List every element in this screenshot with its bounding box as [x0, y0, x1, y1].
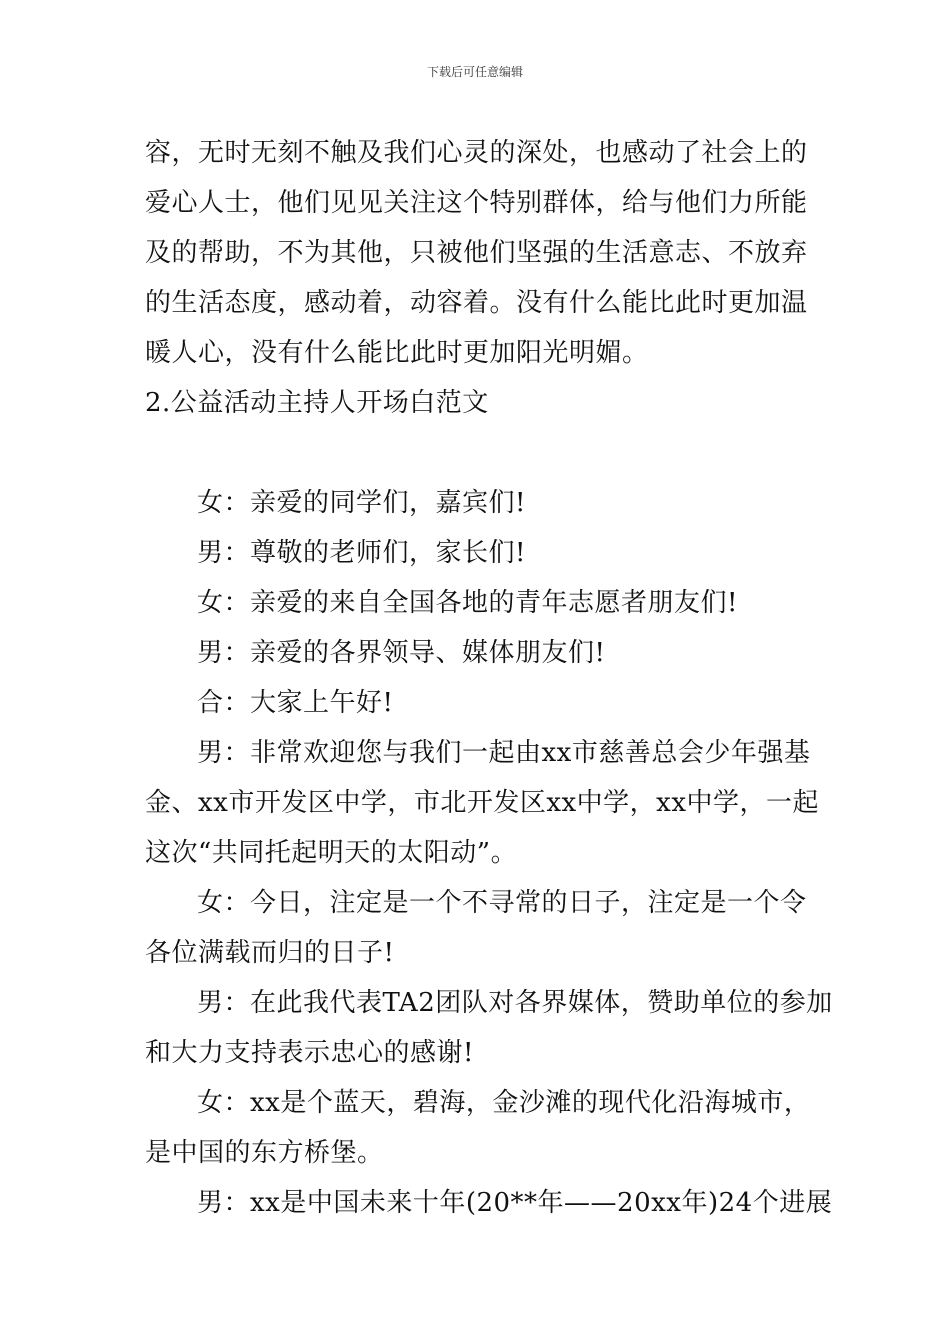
text-line: 男：xx是中国未来十年(20**年——20xx年)24个进展: [197, 1188, 833, 1218]
text-line: 女：xx是个蓝天，碧海，金沙滩的现代化沿海城市，: [197, 1088, 811, 1118]
paragraph-city: [145, 1078, 817, 1178]
text-line: 各位满载而归的日子!: [145, 938, 395, 968]
paragraph-today: [145, 878, 817, 978]
paragraph-welcome: [145, 728, 817, 878]
page-header: 下载后可任意编辑: [426, 65, 523, 79]
dialogue-block: [145, 478, 817, 728]
text-line: 是中国的东方桥堡。: [145, 1138, 384, 1168]
dialogue-line: 女：亲爱的同学们，嘉宾们!: [197, 488, 526, 518]
dialogue-line: 女：亲爱的来自全国各地的青年志愿者朋友们!: [197, 588, 738, 618]
text-line: 女：今日，注定是一个不寻常的日子，注定是一个令: [197, 888, 807, 918]
dialogue-line: 合：大家上午好!: [197, 688, 394, 718]
paragraph-thanks: [145, 978, 833, 1078]
text-line: 男：非常欢迎您与我们一起由xx市慈善总会少年强基: [197, 738, 811, 768]
text-line: 和大力支持表示忠心的感谢!: [145, 1038, 474, 1068]
section-title: 2.公益活动主持人开场白范文: [145, 388, 489, 418]
text-line: 男：在此我代表TA2团队对各界媒体，赞助单位的参加: [197, 988, 833, 1018]
text-line: 金、xx市开发区中学，市北开发区xx中学，xx中学，一起: [145, 788, 819, 818]
text-line: 暖人心，没有什么能比此时更加阳光明媚。: [145, 338, 649, 368]
dialogue-line: 男：尊敬的老师们，家长们!: [197, 538, 526, 568]
text-line: 的生活态度，感动着，动容着。没有什么能比此时更加温: [145, 288, 808, 318]
text-line: 容，无时无刻不触及我们心灵的深处，也感动了社会上的: [145, 138, 808, 168]
text-line: 及的帮助，不为其他，只被他们坚强的生活意志、不放弃: [145, 238, 808, 268]
text-line: 爱心人士，他们见见关注这个特别群体，给与他们力所能: [145, 188, 808, 218]
blank-line: [145, 428, 817, 478]
paragraph-continuation: [145, 128, 817, 378]
paragraph-future: [145, 1178, 833, 1228]
text-line: 这次“共同托起明天的太阳动”。: [145, 838, 518, 868]
document-body: [145, 128, 833, 1228]
dialogue-line: 男：亲爱的各界领导、媒体朋友们!: [197, 638, 606, 668]
